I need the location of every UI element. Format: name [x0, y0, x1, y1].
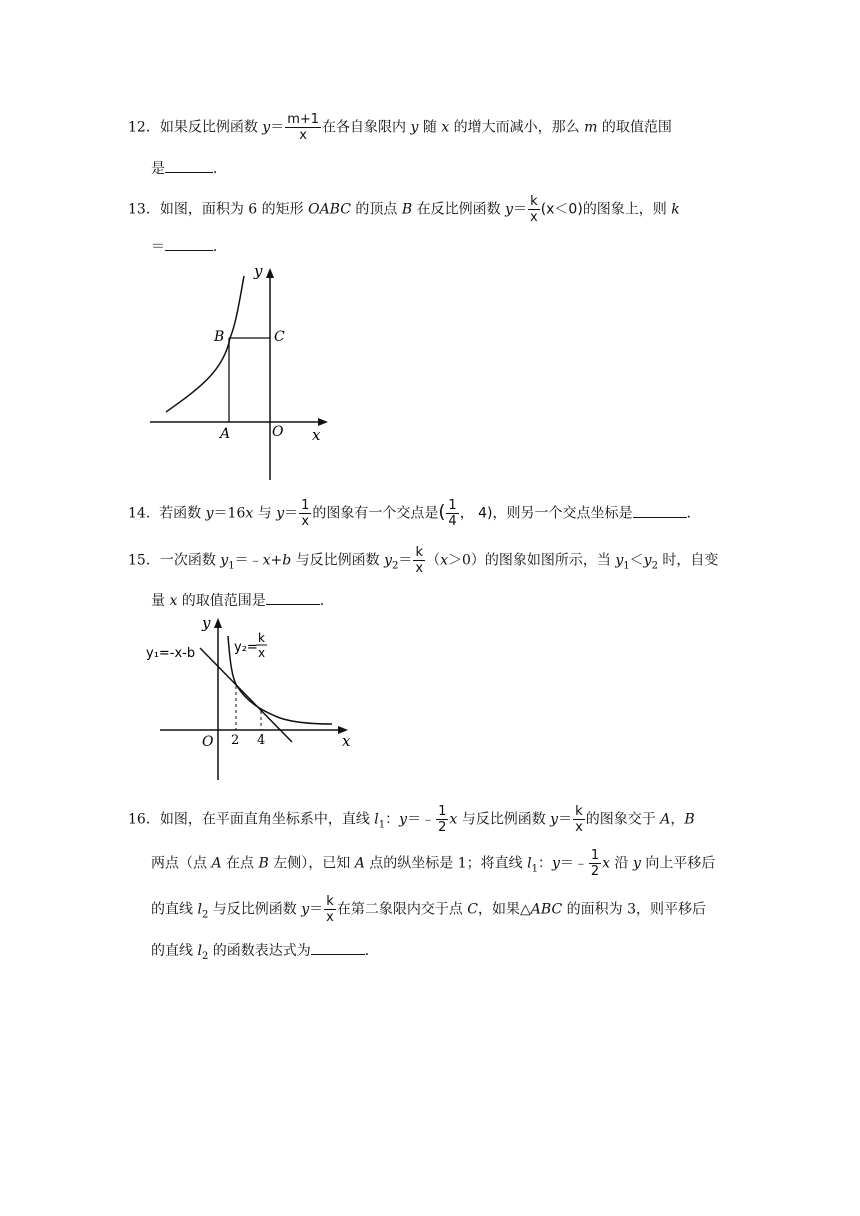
q13-number: 13． [128, 201, 160, 218]
curve-label-num: k [258, 631, 265, 645]
q15-line1: 15．一次函数 $y_1=﹣x+b$ 与反比例函数 $y_2=$ $\frac{k}{x}$ （x＞0）的图象如图所示，当 $y_1<y_2$ 时，自变 [128, 545, 719, 576]
q15-line2: 量 x 的取值范围是 ． [151, 590, 334, 611]
q16-fraction-k: $\frac{k}{x}$ [575, 804, 583, 835]
answer-blank [165, 236, 213, 251]
y-axis-arrow [266, 268, 274, 278]
label-c: C [274, 329, 285, 345]
answer-blank [165, 158, 213, 173]
q15-figure [140, 612, 360, 784]
curve-label: y₂= [234, 640, 258, 655]
label-x: x [342, 732, 351, 750]
q16-fraction-k-2: $\frac{k}{x}$ [326, 894, 334, 925]
curve-label-den: x [258, 646, 266, 660]
q15-number: 15． [128, 552, 160, 569]
q13-line2: ＝ ． [151, 236, 227, 257]
q16-fraction-half-2: $\frac{1}{2}$ [590, 848, 600, 879]
answer-blank [266, 590, 320, 605]
line-label: y₁=-x-b [146, 646, 196, 661]
q16-line4: 的直线 $l_2$ 的函数表达式为 ． [151, 940, 379, 967]
q12-line2: 是 ． [151, 158, 227, 179]
q16-number: 16． [128, 811, 160, 828]
label-o: O [272, 424, 284, 440]
tick-label-4: 4 [257, 733, 266, 748]
q14-fraction: $\frac{1}{x}$ [301, 498, 310, 529]
y-axis-arrow [214, 618, 222, 628]
x-axis-arrow [318, 418, 328, 426]
q13-figure [140, 258, 360, 484]
q14-point-fraction: $\frac{1}{4}$ [448, 498, 457, 529]
answer-blank [311, 940, 365, 955]
label-x: x [312, 426, 321, 444]
q12-number: 12． [128, 119, 160, 136]
q16-line3: 的直线 $l_2$ 与反比例函数 y＝ $\frac{k}{x}$ 在第二象限内交于点 C，如果△ABC 的面积为 3，则平移后 [151, 894, 706, 925]
q16-line2: 两点（点 A 在点 B 左侧），已知 A 点的纵坐标是 1；将直线 $l_1$：y＝﹣ $\frac{1}{2}$ x 沿 y 向上平移后 [151, 848, 716, 879]
q16-line1: 16．如图，在平面直角坐标系中，直线 $l_1$：y＝﹣ $\frac{1}{2}$ x 与反比例函数 y＝ $\frac{k}{x}$ 的图象交于 A，B [128, 804, 695, 835]
q16-fraction-half: $\frac{1}{2}$ [438, 804, 447, 835]
label-y: y [254, 262, 263, 280]
hyperbola-curve [166, 276, 244, 412]
label-o: O [202, 734, 214, 750]
q12-line1: 12．如果反比例函数 y＝ $\frac{m+1}{x}$ 在各自象限内 y 随 x 的增大而减小，那么 m 的取值范围 [128, 112, 672, 143]
label-a: A [220, 426, 231, 442]
q15-fraction: $\frac{k}{x}$ [415, 545, 424, 576]
linear-function-line [200, 648, 292, 742]
q14-line1: 14. 若函数 y＝16x 与 y＝ $\frac{1}{x}$ 的图象有一个交点是( $\frac{1}{4}$ ， 4)，则另一个交点坐标是 . [128, 498, 691, 529]
tick-label-2: 2 [231, 733, 240, 748]
q13-line1: 13．如图，面积为 6 的矩形 OABC 的顶点 B 在反比例函数 y＝ $\frac{k}{x}$ (x＜0)的图象上，则 k [128, 194, 680, 225]
q12-fraction: $\frac{m+1}{x}$ [287, 112, 320, 143]
answer-blank [633, 503, 687, 518]
label-y: y [202, 614, 211, 632]
label-b: B [214, 329, 225, 345]
q13-fraction: $\frac{k}{x}$ [529, 194, 538, 225]
q14-number: 14. [128, 505, 151, 522]
